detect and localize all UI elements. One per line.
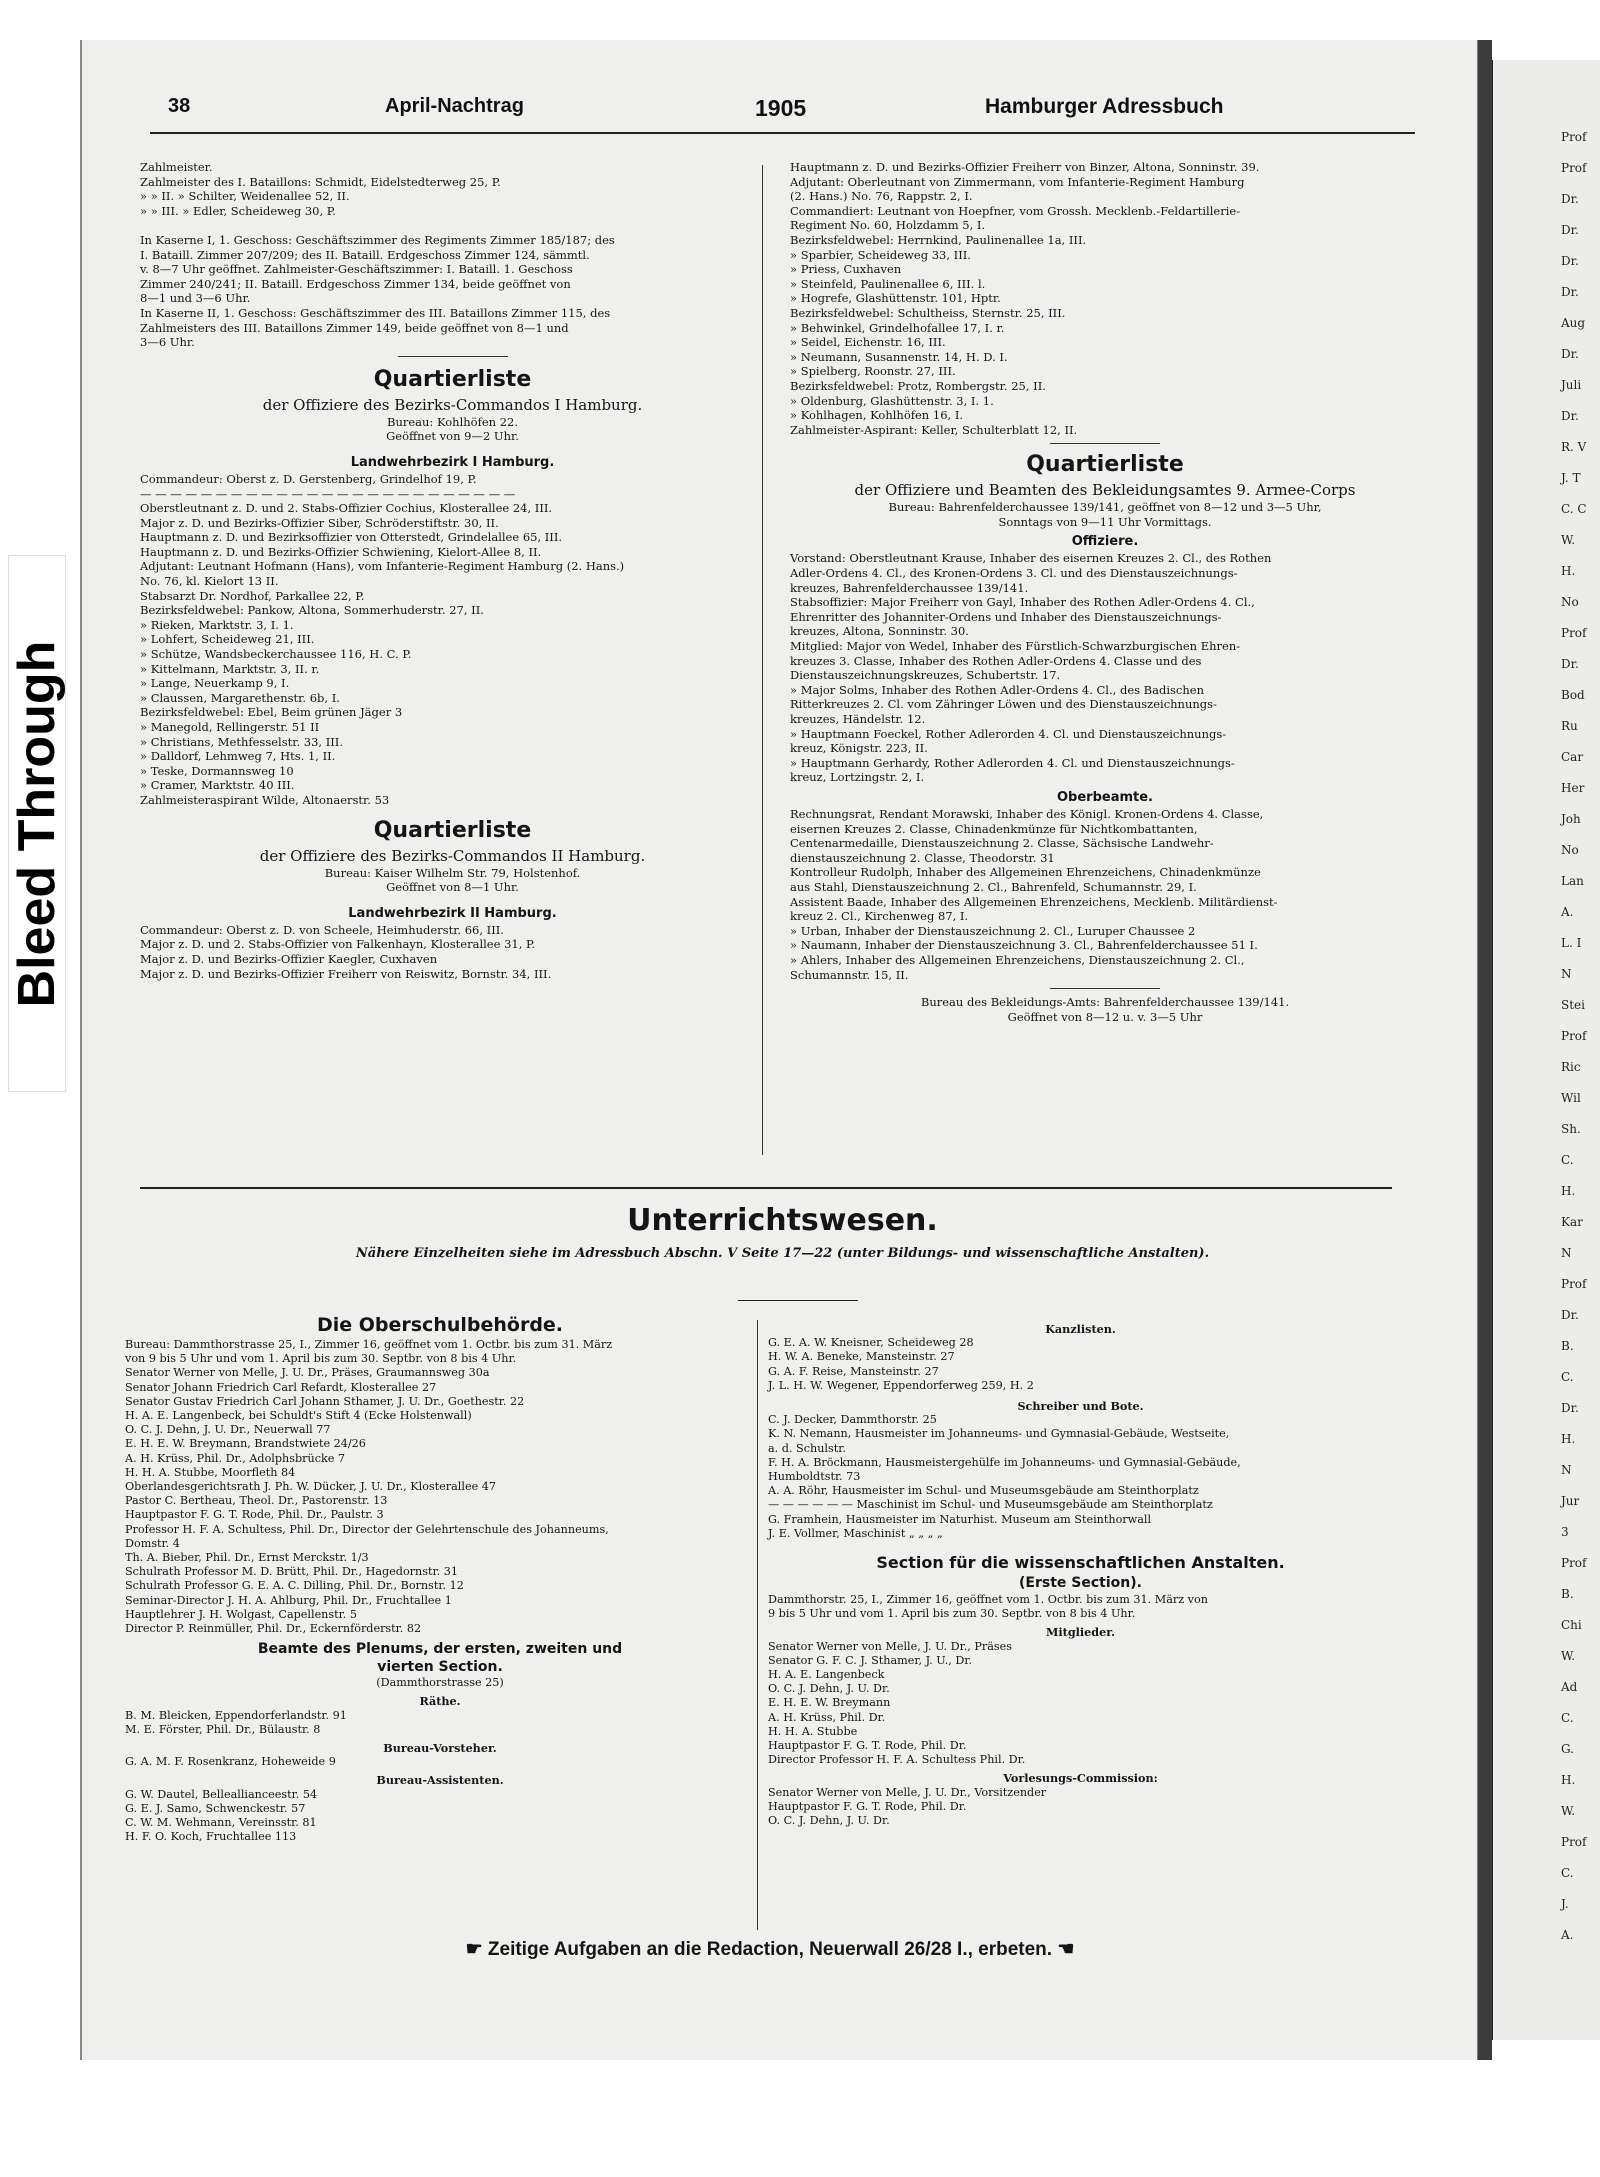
oberschulbehoerde-line-list bbox=[125, 1338, 755, 1636]
landwehr-1-line: » Lange, Neuerkamp 9, I. bbox=[140, 676, 290, 691]
kanzlist-line: G. A. F. Reise, Mansteinstr. 27 bbox=[768, 1364, 939, 1378]
landwehr-1-line: » Teske, Dormannsweg 10 bbox=[140, 763, 294, 778]
oberschulbehoerde-line: A. H. Krüss, Phil. Dr., Adolphsbrücke 7 bbox=[125, 1451, 346, 1465]
adjacent-page-fragment: Dr. bbox=[1561, 254, 1579, 268]
landwehr-1-line: Bezirksfeldwebel: Ebel, Beim grünen Jäger 3 bbox=[140, 705, 403, 720]
mitglied-line: Hauptpastor F. G. T. Rode, Phil. Dr. bbox=[768, 1739, 967, 1753]
mitglied-line: Director Professor H. F. A. Schultess Phil. Dr. bbox=[768, 1753, 1026, 1767]
adjacent-page-fragment: C. bbox=[1561, 1711, 1574, 1725]
oberbeamte-heading: Oberbeamte. bbox=[1057, 789, 1153, 805]
offizier-line: kreuzes, Altona, Sonninstr. 30. bbox=[790, 624, 969, 639]
section-line: Dammthorstr. 25, I., Zimmer 16, geöffnet vom 1. Octbr. bis zum 31. März von bbox=[768, 1593, 1208, 1607]
bureau-assistent-line: C. W. M. Wehmann, Vereinsstr. 81 bbox=[125, 1816, 317, 1830]
oberbeamte-line: Centenarmedaille, Dienstauszeichnung 2. Classe, Sächsische Landwehr- bbox=[790, 836, 1214, 851]
mitglied-line: H. A. E. Langenbeck bbox=[768, 1668, 885, 1682]
quartierliste-3-bureau: Bureau: Bahrenfelderchaussee 139/141, geöffnet von 8—12 und 3—5 Uhr, bbox=[888, 500, 1322, 515]
quartierliste-1-subtitle: der Offiziere des Bezirks-Commandos I Hamburg. bbox=[262, 395, 643, 414]
bureau-assistent-line: G. W. Dautel, Belleallianceestr. 54 bbox=[125, 1787, 318, 1801]
adjacent-page-fragment: H. bbox=[1561, 564, 1576, 578]
adjacent-page-fragment: Prof bbox=[1561, 130, 1587, 144]
adjacent-page-fragment: Dr. bbox=[1561, 1401, 1579, 1415]
offizier-line: » Hauptmann Gerhardy, Rother Adlerorden 4. Cl. und Dienstauszeichnungs- bbox=[790, 755, 1235, 770]
adjacent-page-fragment: N bbox=[1561, 967, 1572, 981]
bezirk-line: » Steinfeld, Paulinenallee 6, III. l. bbox=[790, 276, 986, 291]
adjacent-page-fragment: Wil bbox=[1561, 1091, 1581, 1105]
bezirk-line: Bezirksfeldwebel: Protz, Rombergstr. 25, II. bbox=[790, 378, 1046, 393]
landwehr-1-line: » Dalldorf, Lehmweg 7, Hts. 1, II. bbox=[140, 749, 336, 764]
adjacent-page-fragment: Kar bbox=[1561, 1215, 1583, 1229]
oberschulbehoerde-line: Senator Gustav Friedrich Carl Johann Sthamer, J. U. Dr., Goethestr. 22 bbox=[125, 1394, 525, 1408]
adjacent-page-edge bbox=[1492, 60, 1600, 2040]
bleed-through-label: Bleed Through bbox=[8, 555, 66, 1092]
landwehr-1-line: » Christians, Methfesselstr. 33, III. bbox=[140, 734, 344, 749]
raethe-line: B. M. Bleicken, Eppendorferlandstr. 91 bbox=[125, 1708, 347, 1722]
oberschulbehoerde-line: von 9 bis 5 Uhr und vom 1. April bis zum 30. Septbr. von 8 bis 4 Uhr. bbox=[125, 1352, 517, 1366]
oberschulbehoerde-line: Professor H. F. A. Schultess, Phil. Dr., Director der Gelehrtenschule des Johanneums, bbox=[125, 1522, 609, 1536]
oberschulbehoerde-column bbox=[125, 1312, 755, 1845]
landwehr-1-line: » Claussen, Margarethenstr. 6b, I. bbox=[140, 690, 340, 705]
oberschulbehoerde-line: Bureau: Dammthorstrasse 25, I., Zimmer 16, geöffnet vom 1. Octbr. bis zum 31. März bbox=[125, 1338, 613, 1351]
adjacent-page-fragment: W. bbox=[1561, 1649, 1576, 1663]
oberschulbehoerde-line: Schulrath Professor M. D. Brütt, Phil. Dr., Hagedornstr. 31 bbox=[125, 1565, 458, 1579]
raethe-line: M. E. Förster, Phil. Dr., Bülaustr. 8 bbox=[125, 1722, 321, 1736]
adjacent-page-fragment: A. bbox=[1561, 1928, 1574, 1942]
schreiber-line: A. A. Röhr, Hausmeister im Schul- und Museumsgebäude am Steinthorplatz bbox=[768, 1484, 1199, 1498]
rule bbox=[1050, 988, 1160, 989]
mitglied-line: H. H. A. Stubbe bbox=[768, 1724, 858, 1738]
landwehr-1-line: » Schütze, Wandsbeckerchaussee 116, H. C. P. bbox=[140, 647, 412, 662]
zahlmeister-line: 8—1 und 3—6 Uhr. bbox=[140, 291, 251, 306]
landwehr-2-line-list bbox=[140, 923, 765, 981]
oberbeamte-line: Kontrolleur Rudolph, Inhaber des Allgemeinen Ehrenzeichens, Chinadenkmünze bbox=[790, 865, 1261, 880]
zahlmeister-line: Zahlmeister des I. Bataillons: Schmidt, Eidelstedterweg 25, P. bbox=[140, 174, 501, 189]
adjacent-page-fragment: Prof bbox=[1561, 1277, 1587, 1291]
adjacent-page-fragment: Juli bbox=[1561, 378, 1582, 392]
adjacent-page-fragment: Prof bbox=[1561, 1835, 1587, 1849]
adjacent-page-fragment: Dr. bbox=[1561, 285, 1579, 299]
adjacent-page-fragment: A. bbox=[1561, 905, 1574, 919]
page-number: 38 bbox=[168, 95, 191, 117]
quartierliste-2-bureau: Bureau: Kaiser Wilhelm Str. 79, Holstenhof. bbox=[324, 865, 581, 880]
quartierliste-1-bureau: Bureau: Kohlhöfen 22. bbox=[387, 414, 518, 429]
oberbeamte-line: Assistent Baade, Inhaber des Allgemeinen Ehrenzeichens, Mecklenb. Militärdienst- bbox=[790, 894, 1278, 909]
oberbeamte-line: » Naumann, Inhaber der Dienstauszeichnung 3. Cl., Bahrenfelderchaussee 51 I. bbox=[790, 938, 1258, 953]
oberbeamte-line: » Urban, Inhaber der Dienstauszeichnung 2. Cl., Luruper Chaussee 2 bbox=[790, 923, 1196, 938]
bezirk-line: » Hogrefe, Glashüttenstr. 101, Hptr. bbox=[790, 291, 1001, 306]
adjacent-page-fragment: Jur bbox=[1561, 1494, 1580, 1508]
header-year: 1905 bbox=[755, 95, 807, 121]
unterrichtswesen-title: Unterrichtswesen. bbox=[627, 1203, 938, 1238]
oberschulbehoerde-line: Hauptlehrer J. H. Wolgast, Capellenstr. 5 bbox=[125, 1607, 357, 1621]
oberschulbehoerde-title: Die Oberschulbehörde. bbox=[316, 1314, 564, 1336]
landwehr-1-line: Oberstleutnant z. D. und 2. Stabs-Offizier Cochius, Klosterallee 24, III. bbox=[140, 501, 553, 516]
kanzlist-line: J. L. H. W. Wegener, Eppendorferweg 259, H. 2 bbox=[768, 1378, 1034, 1392]
section-rule bbox=[140, 1187, 1392, 1189]
quartierliste-3-title: Quartierliste bbox=[1026, 452, 1184, 478]
schreiber-line: Humboldtstr. 73 bbox=[768, 1470, 861, 1484]
oberschulbehoerde-right-column bbox=[768, 1322, 1393, 1828]
bezirk-line: Commandiert: Leutnant von Hoepfner, vom Grossh. Mecklenb.-Feldartillerie- bbox=[790, 203, 1241, 218]
beamte-address: (Dammthorstrasse 25) bbox=[376, 1676, 504, 1690]
offizier-line: kreuz, Königstr. 223, II. bbox=[790, 741, 928, 756]
page-gutter bbox=[1478, 40, 1492, 2060]
zahlmeister-line-list bbox=[140, 160, 765, 350]
oberschulbehoerde-line: E. H. E. W. Breymann, Brandstwiete 24/26 bbox=[125, 1437, 366, 1451]
offizier-line: kreuzes, Händelstr. 12. bbox=[790, 712, 926, 726]
mitglied-line: Senator G. F. C. J. Sthamer, J. U., Dr. bbox=[768, 1653, 973, 1667]
quartierliste-1-hours: Geöffnet von 9—2 Uhr. bbox=[386, 429, 519, 444]
oberbeamte-line: kreuz 2. Cl., Kirchenweg 87, I. bbox=[790, 909, 969, 924]
adjacent-page-fragment: N bbox=[1561, 1246, 1572, 1260]
oberbeamte-line-list bbox=[790, 807, 1420, 982]
adjacent-page-fragment: N bbox=[1561, 1463, 1572, 1477]
zahlmeister-line: » » II. » Schilter, Weidenallee 52, II. bbox=[140, 189, 350, 204]
vorlesung-line: O. C. J. Dehn, J. U. Dr. bbox=[768, 1814, 890, 1828]
vorlesungs-heading: Vorlesungs-Commission: bbox=[1003, 1771, 1158, 1786]
bureau-assistent-line: G. E. J. Samo, Schwenckestr. 57 bbox=[125, 1801, 306, 1815]
landwehr-1-line: » Kittelmann, Marktstr. 3, II. r. bbox=[140, 661, 320, 676]
adjacent-page-fragment: H. bbox=[1561, 1184, 1576, 1198]
landwehr-1-line: Adjutant: Leutnant Hofmann (Hans), vom Infanterie-Regiment Hamburg (2. Hans.) bbox=[140, 559, 625, 574]
oberbeamte-line: » Ahlers, Inhaber des Allgemeinen Ehrenzeichens, Dienstauszeichnung 2. Cl., bbox=[790, 952, 1245, 967]
landwehr-1-line: Major z. D. und Bezirks-Offizier Siber, Schröderstiftstr. 30, II. bbox=[140, 515, 499, 530]
offiziere-heading: Offiziere. bbox=[1071, 534, 1139, 550]
oberbeamte-line: Schumannstr. 15, II. bbox=[790, 967, 909, 982]
adjacent-page-fragment: W. bbox=[1561, 1804, 1576, 1818]
adjacent-page-fragment: Aug bbox=[1561, 316, 1586, 330]
oberbeamte-line: aus Stahl, Dienstauszeichnung 2. Cl., Bahrenfeld, Schumannstr. 29, I. bbox=[790, 879, 1197, 894]
mitglied-line: E. H. E. W. Breymann bbox=[768, 1696, 891, 1710]
schreiber-line: — — — — — — Maschinist im Schul- und Museumsgebäude am Steinthorplatz bbox=[768, 1498, 1213, 1512]
offizier-line: » Major Solms, Inhaber des Rothen Adler-Ordens 4. Cl., des Badischen bbox=[790, 682, 1204, 697]
landwehr-1-line: » Cramer, Marktstr. 40 III. bbox=[140, 778, 295, 793]
oberbeamte-line: Rechnungsrat, Rendant Morawski, Inhaber des Königl. Kronen-Ordens 4. Classe, bbox=[790, 806, 1264, 821]
bureau-assistent-line: H. F. O. Koch, Fruchtallee 113 bbox=[125, 1830, 297, 1844]
schreiber-line: G. Framhein, Hausmeister im Naturhist. Museum am Steinthorwall bbox=[768, 1512, 1152, 1526]
landwehr-2-line: Major z. D. und Bezirks-Offizier Freiherr von Reiswitz, Bornstr. 34, III. bbox=[140, 966, 552, 981]
landwehr-1-line-list bbox=[140, 472, 765, 808]
bureau-assistent-line-list bbox=[125, 1788, 755, 1845]
section-line-list bbox=[768, 1593, 1393, 1621]
landwehr-1-line: Commandeur: Oberst z. D. Gerstenberg, Grindelhof 19, P. bbox=[140, 471, 477, 486]
schreiber-line: K. N. Nemann, Hausmeister im Johanneums- und Gymnasial-Gebäude, Westseite, bbox=[768, 1427, 1230, 1441]
bezirk-line: » Neumann, Susannenstr. 14, H. D. I. bbox=[790, 349, 1008, 364]
zahlmeister-line bbox=[140, 218, 765, 233]
adjacent-page-fragment: Ric bbox=[1561, 1060, 1581, 1074]
adjacent-page-fragment: Chi bbox=[1561, 1618, 1582, 1632]
adjacent-page-fragment: Joh bbox=[1561, 812, 1581, 826]
unterrichtswesen-subtitle: Nähere Einzelheiten siehe im Adressbuch Abschn. V Seite 17—22 (unter Bildungs- und wissenschaftliche Anstalten). bbox=[355, 1246, 1210, 1261]
zahlmeister-line: Zimmer 240/241; II. Bataill. Erdgeschoss Zimmer 134, beide geöffnet von bbox=[140, 276, 571, 291]
adjacent-page-fragment: Stei bbox=[1561, 998, 1585, 1012]
quartierliste-1-title: Quartierliste bbox=[373, 366, 532, 392]
adjacent-page-fragment: Bod bbox=[1561, 688, 1585, 702]
offizier-line: » Hauptmann Foeckel, Rother Adlerorden 4. Cl. und Dienstauszeichnungs- bbox=[790, 726, 1227, 741]
raethe-line-list bbox=[125, 1709, 755, 1737]
bekleidungsamt-hours: Geöffnet von 8—12 u. v. 3—5 Uhr bbox=[1007, 1009, 1203, 1024]
schreiber-line: F. H. A. Bröckmann, Hausmeistergehülfe im Johanneums- und Gymnasial-Gebäude, bbox=[768, 1455, 1241, 1469]
landwehr-1-line: » Rieken, Marktstr. 3, I. 1. bbox=[140, 617, 294, 632]
zahlmeister-line: Zahlmeister. bbox=[140, 160, 213, 174]
adjacent-page-fragment: Prof bbox=[1561, 1556, 1587, 1570]
rule bbox=[398, 356, 508, 357]
left-column bbox=[140, 160, 765, 981]
zahlmeister-line: In Kaserne II, 1. Geschoss: Geschäftszimmer des III. Bataillons Zimmer 115, des bbox=[140, 305, 611, 320]
bezirk-line: Bezirksfeldwebel: Schultheiss, Sternstr. 25, III. bbox=[790, 305, 1066, 320]
landwehr-1-line: Hauptmann z. D. und Bezirksoffizier von Otterstedt, Grindelallee 65, III. bbox=[140, 530, 563, 545]
oberschulbehoerde-line: Senator Werner von Melle, J. U. Dr., Präses, Graumannsweg 30a bbox=[125, 1366, 490, 1380]
adjacent-page-fragment: C. bbox=[1561, 1153, 1574, 1167]
mitglieder-heading: Mitglieder. bbox=[1046, 1625, 1115, 1640]
bezirk-line: » Oldenburg, Glashüttenstr. 3, I. 1. bbox=[790, 393, 994, 408]
bekleidungsamt-bureau: Bureau des Bekleidungs-Amts: Bahrenfelderchaussee 139/141. bbox=[920, 995, 1290, 1010]
adjacent-page-fragment: C. bbox=[1561, 1370, 1574, 1384]
beamte-title: Beamte des Plenums, der ersten, zweiten und bbox=[257, 1641, 623, 1658]
adjacent-page-fragment: Dr. bbox=[1561, 347, 1579, 361]
oberschulbehoerde-line: H. H. A. Stubbe, Moorfleth 84 bbox=[125, 1465, 296, 1479]
adjacent-page-fragment: Her bbox=[1561, 781, 1585, 795]
bezirk-line: » Priess, Cuxhaven bbox=[790, 262, 902, 277]
landwehr-1-line: » Manegold, Rellingerstr. 51 II bbox=[140, 720, 320, 734]
adjacent-page-fragment: H. bbox=[1561, 1773, 1576, 1787]
oberschulbehoerde-line: O. C. J. Dehn, J. U. Dr., Neuerwall 77 bbox=[125, 1423, 331, 1437]
oberschulbehoerde-line: Hauptpastor F. G. T. Rode, Phil. Dr., Paulstr. 3 bbox=[125, 1508, 384, 1522]
rule bbox=[1050, 443, 1160, 444]
adjacent-page-fragment: Ru bbox=[1561, 719, 1578, 733]
kanzlist-line: H. W. A. Beneke, Mansteinstr. 27 bbox=[768, 1350, 955, 1364]
section-wissenschaft-title: Section für die wissenschaftlichen Anstalten. bbox=[876, 1553, 1285, 1573]
mitglied-line: A. H. Krüss, Phil. Dr. bbox=[768, 1710, 886, 1724]
schreiber-line: J. E. Vollmer, Maschinist „ „ „ „ bbox=[768, 1526, 943, 1540]
section-wissenschaft-subtitle: (Erste Section). bbox=[1019, 1575, 1142, 1592]
schreiber-line: C. J. Decker, Dammthorstr. 25 bbox=[768, 1413, 937, 1427]
offizier-line: Vorstand: Oberstleutnant Krause, Inhaber des eisernen Kreuzes 2. Cl., des Rothen bbox=[790, 551, 1272, 566]
raethe-heading: Räthe. bbox=[419, 1694, 461, 1709]
adjacent-page-fragment: Dr. bbox=[1561, 657, 1579, 671]
quartierliste-3-sunday: Sonntags von 9—11 Uhr Vormittags. bbox=[998, 514, 1212, 529]
bureau-vorsteher-heading: Bureau-Vorsteher. bbox=[383, 1741, 497, 1756]
zahlmeister-line: 3—6 Uhr. bbox=[140, 335, 195, 350]
adjacent-page-fragment: G. bbox=[1561, 1742, 1574, 1756]
column-divider-bottom bbox=[757, 1320, 758, 1930]
bezirk-line: » Spielberg, Roonstr. 27, III. bbox=[790, 364, 956, 379]
landwehr-1-line: Hauptmann z. D. und Bezirks-Offizier Schwiening, Kielort-Allee 8, II. bbox=[140, 544, 542, 559]
quartierliste-2-subtitle: der Offiziere des Bezirks-Commandos II Hamburg. bbox=[259, 846, 646, 865]
zahlmeister-line: Zahlmeisters des III. Bataillons Zimmer 149, beide geöffnet von 8—1 und bbox=[140, 320, 569, 335]
vorlesung-line: Hauptpastor F. G. T. Rode, Phil. Dr. bbox=[768, 1799, 967, 1813]
offizier-line: Ritterkreuzes 2. Cl. vom Zähringer Löwen und des Dienstauszeichnungs- bbox=[790, 697, 1217, 712]
zahlmeister-line: I. Bataill. Zimmer 207/209; des II. Bataill. Erdgeschoss Zimmer 124, sämmtl. bbox=[140, 247, 590, 262]
right-column bbox=[790, 160, 1420, 1024]
adjacent-page-fragment: Dr. bbox=[1561, 192, 1579, 206]
schreiber-heading: Schreiber und Bote. bbox=[1017, 1399, 1144, 1414]
oberschulbehoerde-line: Seminar-Director J. H. A. Ahlburg, Phil. Dr., Fruchtallee 1 bbox=[125, 1593, 452, 1607]
landwehr-1-line: Bezirksfeldwebel: Pankow, Altona, Sommerhuderstr. 27, II. bbox=[140, 603, 484, 618]
bureau-assistenten-heading: Bureau-Assistenten. bbox=[376, 1773, 504, 1788]
oberschulbehoerde-line: Schulrath Professor G. E. A. C. Dilling, Phil. Dr., Bornstr. 12 bbox=[125, 1579, 464, 1593]
header-left: April-Nachtrag bbox=[385, 95, 524, 117]
oberschulbehoerde-line: Th. A. Bieber, Phil. Dr., Ernst Merckstr. 1/3 bbox=[125, 1551, 369, 1565]
header-right: Hamburger Adressbuch bbox=[985, 95, 1224, 118]
oberschulbehoerde-line: Oberlandesgerichtsrath J. Ph. W. Dücker, J. U. Dr., Klosterallee 47 bbox=[125, 1480, 496, 1494]
oberschulbehoerde-line: Pastor C. Bertheau, Theol. Dr., Pastorenstr. 13 bbox=[125, 1494, 388, 1508]
bezirk-line-list bbox=[790, 160, 1420, 437]
mitglied-line: O. C. J. Dehn, J. U. Dr. bbox=[768, 1682, 890, 1696]
landwehr-2-line: Major z. D. und 2. Stabs-Offizier von Falkenhayn, Klosterallee 31, P. bbox=[140, 937, 536, 952]
bureau-vorsteher-line: G. A. M. F. Rosenkranz, Hoheweide 9 bbox=[125, 1755, 336, 1769]
schreiber-line: a. d. Schulstr. bbox=[768, 1441, 846, 1455]
landwehr-1-line: No. 76, kl. Kielort 13 II. bbox=[140, 574, 279, 589]
bezirk-line: Hauptmann z. D. und Bezirks-Offizier Freiherr von Binzer, Altona, Sonninstr. 39. bbox=[790, 160, 1260, 174]
header-rule bbox=[150, 132, 1415, 134]
zahlmeister-line: In Kaserne I, 1. Geschoss: Geschäftszimmer des Regiments Zimmer 185/187; des bbox=[140, 232, 615, 247]
adjacent-page-fragment: Lan bbox=[1561, 874, 1584, 888]
schreiber-line-list bbox=[768, 1413, 1393, 1541]
adjacent-page-fragment: 3 bbox=[1561, 1525, 1569, 1539]
quartierliste-2-hours: Geöffnet von 8—1 Uhr. bbox=[386, 880, 519, 895]
beamte-title-2: vierten Section. bbox=[377, 1659, 503, 1676]
quartierliste-2-title: Quartierliste bbox=[373, 817, 532, 843]
footer-notice: ☛ Zeitige Aufgaben an die Redaction, Neuerwall 26/28 I., erbeten. ☚ bbox=[465, 1939, 1075, 1960]
adjacent-page-fragment: L. I bbox=[1561, 936, 1582, 950]
zahlmeister-line: » » III. » Edler, Scheideweg 30, P. bbox=[140, 203, 336, 218]
adjacent-page-fragment: B. bbox=[1561, 1339, 1574, 1353]
offizier-line-list bbox=[790, 551, 1420, 785]
section-line: 9 bis 5 Uhr und vom 1. April bis zum 30. Septbr. von 8 bis 4 Uhr. bbox=[768, 1607, 1136, 1621]
oberbeamte-line: dienstauszeichnung 2. Classe, Theodorstr. 31 bbox=[790, 850, 1055, 865]
kanzlisten-heading: Kanzlisten. bbox=[1045, 1322, 1116, 1336]
offizier-line: kreuzes, Bahrenfelderchaussee 139/141. bbox=[790, 580, 1029, 595]
offizier-line: kreuz, Lortzingstr. 2, I. bbox=[790, 770, 925, 785]
oberschulbehoerde-line: Senator Johann Friedrich Carl Refardt, Klosterallee 27 bbox=[125, 1380, 437, 1394]
offizier-line: Ehrenritter des Johanniter-Ordens und Inhaber des Dienstauszeichnungs- bbox=[790, 609, 1222, 624]
adjacent-page-fragment: Ad bbox=[1561, 1680, 1578, 1694]
adjacent-page-fragment: No bbox=[1561, 595, 1579, 609]
adjacent-page-fragment: Prof bbox=[1561, 626, 1587, 640]
adjacent-page-fragment: J. bbox=[1561, 1897, 1569, 1911]
oberschulbehoerde-line: Director P. Reinmüller, Phil. Dr., Eckernförderstr. 82 bbox=[125, 1622, 422, 1636]
oberschulbehoerde-line: Domstr. 4 bbox=[125, 1536, 180, 1550]
vorlesung-line-list bbox=[768, 1786, 1393, 1829]
adjacent-page-fragment: Dr. bbox=[1561, 409, 1579, 423]
adjacent-page-fragment: C. C bbox=[1561, 502, 1587, 516]
landwehr-2-line: Commandeur: Oberst z. D. von Scheele, Heimhuderstr. 66, III. bbox=[140, 922, 504, 937]
kanzlist-line-list bbox=[768, 1336, 1393, 1393]
mitglied-line-list bbox=[768, 1640, 1393, 1768]
zahlmeister-line: v. 8—7 Uhr geöffnet. Zahlmeister-Geschäftszimmer: I. Bataill. 1. Geschoss bbox=[140, 262, 573, 277]
landwehr-1-line: — — — — — — — — — — — — — — — — — — — — — — — — — bbox=[140, 486, 516, 501]
bezirk-line: Zahlmeister-Aspirant: Keller, Schulterblatt 12, II. bbox=[790, 422, 1078, 437]
adjacent-page-fragment: B. bbox=[1561, 1587, 1574, 1601]
adjacent-page-fragment: Car bbox=[1561, 750, 1584, 764]
oberbeamte-line: eisernen Kreuzes 2. Classe, Chinadenkmünze für Nichtkombattanten, bbox=[790, 821, 1198, 836]
rule bbox=[738, 1300, 858, 1301]
landwehr-1-line: Zahlmeisteraspirant Wilde, Altonaerstr. 53 bbox=[140, 792, 390, 807]
adjacent-page-fragment: Dr. bbox=[1561, 223, 1579, 237]
adjacent-page-fragment: No bbox=[1561, 843, 1579, 857]
adjacent-page-fragment: R. V bbox=[1561, 440, 1587, 454]
offizier-line: kreuzes 3. Classe, Inhaber des Rothen Adler-Ordens 4. Classe und des bbox=[790, 653, 1202, 668]
bezirk-line: (2. Hans.) No. 76, Rappstr. 2, I. bbox=[790, 189, 973, 204]
offizier-line: Mitglied: Major von Wedel, Inhaber des Fürstlich-Schwarzburgischen Ehren- bbox=[790, 639, 1241, 654]
bezirk-line: » Seidel, Eichenstr. 16, III. bbox=[790, 335, 946, 350]
adjacent-page-fragment: Prof bbox=[1561, 1029, 1587, 1043]
mitglied-line: Senator Werner von Melle, J. U. Dr., Präses bbox=[768, 1639, 1013, 1653]
bezirk-line: Bezirksfeldwebel: Herrnkind, Paulinenallee 1a, III. bbox=[790, 232, 1087, 247]
landwehrbezirk-2-heading: Landwehrbezirk II Hamburg. bbox=[348, 905, 557, 921]
offizier-line: Dienstauszeichnungskreuzes, Schubertstr. 17. bbox=[790, 668, 1061, 683]
bezirk-line: » Kohlhagen, Kohlhöfen 16, I. bbox=[790, 408, 964, 423]
oberschulbehoerde-line: H. A. E. Langenbeck, bei Schuldt's Stift 4 (Ecke Holstenwall) bbox=[125, 1409, 472, 1423]
bezirk-line: » Sparbier, Scheideweg 33, III. bbox=[790, 247, 971, 262]
vorlesung-line: Senator Werner von Melle, J. U. Dr., Vorsitzender bbox=[768, 1785, 1047, 1799]
adjacent-page-fragment: H. bbox=[1561, 1432, 1576, 1446]
bezirk-line: Regiment No. 60, Holzdamm 5, I. bbox=[790, 218, 986, 233]
landwehr-1-line: » Lohfert, Scheideweg 21, III. bbox=[140, 632, 315, 647]
adjacent-page-fragment: Sh. bbox=[1561, 1122, 1581, 1136]
landwehr-2-line: Major z. D. und Bezirks-Offizier Kaegler, Cuxhaven bbox=[140, 951, 438, 966]
offizier-line: Stabsoffizier: Major Freiherr von Gayl, Inhaber des Rothen Adler-Ordens 4. Cl., bbox=[790, 595, 1255, 610]
landwehr-1-line: Stabsarzt Dr. Nordhof, Parkallee 22, P. bbox=[140, 588, 365, 603]
adjacent-page-fragment: C. bbox=[1561, 1866, 1574, 1880]
landwehrbezirk-1-heading: Landwehrbezirk I Hamburg. bbox=[350, 454, 555, 470]
adjacent-page-fragment: Dr. bbox=[1561, 1308, 1579, 1322]
adjacent-page-fragment: J. T bbox=[1561, 471, 1581, 485]
quartierliste-3-subtitle: der Offiziere und Beamten des Bekleidungsamtes 9. Armee-Corps bbox=[854, 481, 1356, 500]
bureau-vorsteher-line-list bbox=[125, 1755, 755, 1769]
adjacent-page-fragment: Prof bbox=[1561, 161, 1587, 175]
bezirk-line: Adjutant: Oberleutnant von Zimmermann, vom Infanterie-Regiment Hamburg bbox=[790, 174, 1245, 189]
kanzlist-line: G. E. A. W. Kneisner, Scheideweg 28 bbox=[768, 1336, 974, 1350]
offizier-line: Adler-Ordens 4. Cl., des Kronen-Ordens 3. Cl. und des Dienstauszeichnungs- bbox=[790, 566, 1238, 581]
adjacent-page-fragment: W. bbox=[1561, 533, 1576, 547]
bezirk-line: » Behwinkel, Grindelhofallee 17, I. r. bbox=[790, 320, 1005, 335]
